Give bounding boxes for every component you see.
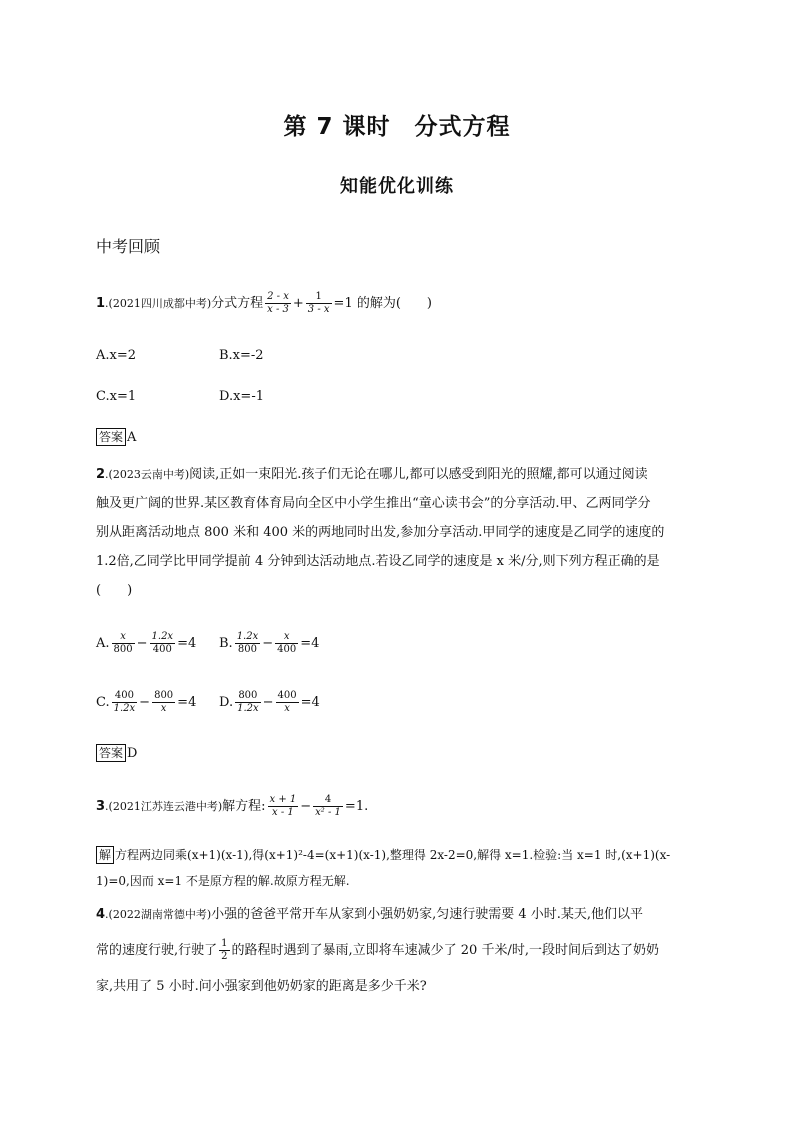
question-stem: 解方程: xyxy=(222,799,266,814)
question-source: .(2023云南中考) xyxy=(105,468,190,481)
question-text: 别从距离活动地点 800 米和 400 米的两地同时出发,参加分享活动.甲同学的速度是乙同学的速度的 xyxy=(96,525,665,540)
fraction: $\frac{1.2x}{800}$ xyxy=(236,631,259,655)
solution-tag: 解 xyxy=(96,846,114,864)
question-text: 触及更广阔的世界.某区教育体育局向全区中小学生推出“童心读书会”的分享活动.甲、乙两同学分 xyxy=(96,496,651,511)
question-3: 3.(2021江苏连云港中考)解方程: $\frac{x + 1}{x - 1}$ − $\frac{4}{\text{x² - 1}}$ =1. xyxy=(96,794,369,818)
fraction: $\frac{1}{2}$ xyxy=(221,938,228,962)
option-a: A.x=2 xyxy=(96,348,137,363)
question-1 xyxy=(96,291,432,316)
option-a: A. $\frac{x}{800}$ − $\frac{1.2x}{400}$ =4 xyxy=(96,631,197,655)
question-number: 3 xyxy=(96,799,106,814)
option-b: B.x=-2 xyxy=(219,348,264,363)
fraction-numerator: 1 xyxy=(306,291,332,304)
answer-row xyxy=(96,428,136,447)
fraction-denominator: x - 3 xyxy=(267,304,289,315)
question-text: 阅读,正如一束阳光.孩子们无论在哪儿,都可以感受到阳光的照耀,都可以通过阅读 xyxy=(189,467,648,482)
solution-block xyxy=(96,842,706,894)
answer-value: D xyxy=(127,746,138,761)
question-source: .(2021江苏连云港中考) xyxy=(105,800,223,813)
page-subtitle: 知能优化训练 xyxy=(340,176,454,197)
option-c: C. $\frac{400}{1.2x}$ − $\frac{800}{x}$ =4 xyxy=(96,690,197,714)
option-d: D.x=-1 xyxy=(219,389,264,404)
fraction-numerator: 2 - x xyxy=(267,291,289,302)
question-stem: =1 的解为( ) xyxy=(333,296,432,311)
solution-text: 1)=0,因而 x=1 不是原方程的解.故原方程无解. xyxy=(96,874,350,888)
fraction: $\frac{400}{x}$ xyxy=(277,690,297,714)
fraction: $\frac{x}{400}$ xyxy=(277,631,297,655)
fraction: $\frac{400}{1.2x}$ xyxy=(113,690,136,714)
option-d: D. $\frac{800}{1.2x}$ − $\frac{400}{x}$ =4 xyxy=(219,690,320,714)
option-c: C.x=1 xyxy=(96,389,137,404)
answer-tag: 答案 xyxy=(96,428,126,446)
fraction: $\frac{800}{x}$ xyxy=(154,690,174,714)
options-row xyxy=(96,388,264,406)
solution-text: 方程两边同乘(x+1)(x-1),得(x+1)²-4=(x+1)(x-1),整理得 2x-2=0,解得 x=1.检验:当 x=1 时,(x+1)(x- xyxy=(115,848,671,862)
question-text: 常的速度行驶,行驶了 xyxy=(96,943,218,958)
question-number: 2 xyxy=(96,467,106,482)
answer-value: A xyxy=(127,430,137,445)
options-row xyxy=(96,690,320,715)
question-text: 家,共用了 5 小时.问小强家到他奶奶家的距离是多少千米? xyxy=(96,979,427,994)
question-text: 1.2倍,乙同学比甲同学提前 4 分钟到达活动地点.若设乙同学的速度是 x 米/分,则下列方程正确的是 xyxy=(96,554,660,569)
answer-tag: 答案 xyxy=(96,744,126,762)
fraction xyxy=(265,291,291,316)
question-source: .(2021四川成都中考) xyxy=(105,297,212,310)
options-row xyxy=(96,347,264,365)
question-number: 4 xyxy=(96,907,106,922)
question-2 xyxy=(96,460,696,605)
fraction: $\frac{800}{1.2x}$ xyxy=(237,690,259,714)
question-number: 1 xyxy=(96,296,106,311)
fraction: $\frac{x + 1}{x - 1}$ xyxy=(269,794,297,818)
operator: + xyxy=(292,296,304,311)
answer-row xyxy=(96,744,137,763)
fraction: $\frac{4}{\text{x² - 1}}$ xyxy=(315,794,341,818)
question-text: 的路程时遇到了暴雨,立即将车速减少了 20 千米/时,一段时间后到达了奶奶 xyxy=(231,943,659,958)
question-stem: 分式方程 xyxy=(211,296,264,311)
option-b: B. $\frac{1.2x}{800}$ − $\frac{x}{400}$ =4 xyxy=(219,631,320,655)
options-row xyxy=(96,631,319,656)
fraction: $\frac{1.2x}{400}$ xyxy=(151,631,174,655)
page-title: 第 7 课时 分式方程 xyxy=(283,114,511,140)
fraction: $\frac{x}{800}$ xyxy=(113,631,133,655)
question-text: ( ) xyxy=(96,583,133,598)
question-source: .(2022湖南常德中考) xyxy=(105,908,212,921)
question-4 xyxy=(96,902,696,1000)
question-text: 小强的爸爸平常开车从家到小强奶奶家,匀速行驶需要 4 小时.某天,他们以平 xyxy=(211,907,644,922)
fraction xyxy=(306,291,332,316)
fraction-denominator: 3 - x xyxy=(307,304,330,315)
section-heading: 中考回顾 xyxy=(96,237,161,256)
